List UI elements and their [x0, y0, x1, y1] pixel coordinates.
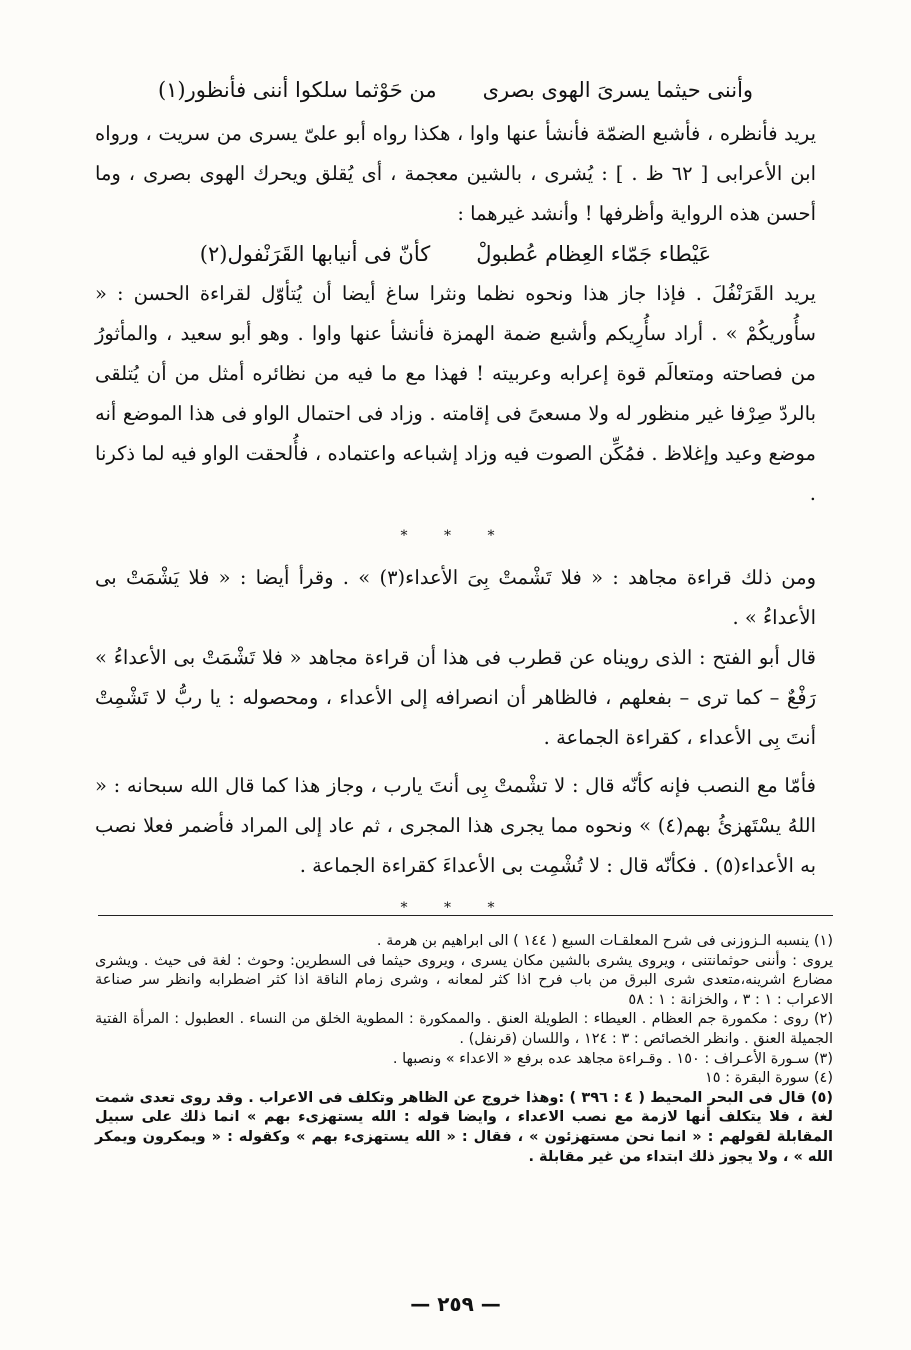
- footnote-5: (٥) قال فى البحر المحيط ( ٤ : ٣٩٦ ) :وهذا خروج عن الظاهر وتكلف فى الاعراب . وقد روى تعدى شمت لغة ، فلا يتكلف أنها لازمة مع نصب الاعداء ، وايضا قوله : الله يستهزىء بهم » انما ذلك على سبيل المقابلة لقولهم : « انما نحن مستهزئون » ، فقال : « الله يستهزىء بهم » وكقوله : « ويمكرون ويمكر الله » ، ولا يجوز ذلك ابتداء من غير مقابلة .: [95, 1089, 833, 1165]
- paragraph-5: فأمّا مع النصب فإنه كأنّه قال : لا تشْمتْ بِى أنتَ يارب ، وجاز هذا كما قال الله سبحانه : « اللهُ يسْتَهزئُ بهم(٤) » ونحوه مما يجرى هذا المجرى ، ثم عاد إلى المراد فأضمر فعلا نصب به الأعداء(٥) . فكأنّه قال : لا تُشْمِت بى الأعداءَ كقراءة الجماعة .: [95, 774, 817, 877]
- footnote-1: (١) ينسبه الـزوزنى فى شرح المعلقـات السبع ( ١٤٤ ) الى ابراهيم بن هرمة .: [376, 933, 833, 949]
- verse-hemistich-right: عَيْطاء جَمّاء العِظام عُطبولْ: [476, 242, 712, 266]
- paragraph-3: ومن ذلك قراءة مجاهد : « فلا تَشْمتْ بِىَ الأعداء(٣) » . وقرأ أيضا : « فلا يَشْمَتْ بى الأعداءُ » .: [95, 566, 816, 629]
- footnote-2: (٢) روى : مكمورة جم العظام . العيطاء : الطويلة العنق . والممكورة : المطوية الخلق من النساء . العطبول : المرأة الفتية الجميلة العنق . وانظر الخصائص : ٣ : ١٢٤ ، واللسان (قرنفل) .: [95, 1011, 833, 1047]
- paragraph-1: يريد فأنظره ، فأشبع الضمّة فأنشأ عنها واوا ، هكذا رواه أبو علىّ يسرى من سريت ، ورواه ابن الأعرابى [ ٦٢ ظ . ] : يُشرى ، بالشين معجمة ، أى يُقلق ويحرك الهوى بصرى ، وما أحسن هذه الرواية وأظرفها ! وأنشد غيرهما :: [95, 122, 816, 225]
- footnotes: [95, 932, 833, 1167]
- verse-line-2: [95, 234, 816, 274]
- footnote-3: (٣) سـورة الأعـراف : ١٥٠ . وقـراءة مجاهد عده برفع « الاعداء » ونصبها .: [392, 1050, 833, 1067]
- footnote-divider: [98, 915, 833, 916]
- verse-line-1: [95, 70, 816, 110]
- verse-hemistich-left: من حَوْثما سلكوا أننى فأنظور(١): [157, 78, 437, 102]
- paragraph-2: يريد القَرَنْفُلَ . فإذا جاز هذا ونحوه نظما ونثرا ساغ أيضا أن يُتأوّل لقراءة الحسن : « سأُوريكُمْ » . أراد سأُرِيكم وأشبع ضمة الهمزة فأنشأ عنها واوا . وهو أبو سعيد ، والمأثورُ من فصاحته ومتعالَم قوة إعرابه وعربيته ! فهذا مع ما فيه من نظائره أمثل من أن يُتلقى بالردّ صِرْفا غير منظور له ولا مسعىً فى إقامته . وزاد فى احتمال الواو فى هذا الموضع أنه موضع وعيد وإغلاظ . فمُكِّن الصوت فيه وزاد إشباعه واعتماده ، فأُلحقت الواو فيه لما ذكرنا .: [95, 282, 816, 505]
- footnote-1-cont: يروى : وأننى حوثمانتنى ، ويروى يشرى بالشين مكان يسرى ، ويروى حيثما فى السطرين: وحوث : لغة فى حيث . ويشرى مضارع اشرينه،متعدى شرى البرق من باب فرح اذا كثر لمعانه ، وشرى زمام الناقة اذا كثر اضطرابه وانظر سر صناعة الاعراب : ١ : ٣ ، والخزانة : ١ : ٥٨: [95, 952, 833, 1008]
- verse-hemistich-right: وأننى حيثما يسرىَ الهوى بصرى: [482, 78, 754, 102]
- section-separator: * * *: [400, 900, 511, 916]
- page-number: — ٢٥٩ —: [410, 1292, 501, 1316]
- section-separator: * * *: [400, 528, 511, 544]
- paragraph-4: قال أبو الفتح : الذى رويناه عن قطرب فى هذا أن قراءة مجاهد « فلا تَشْمَتْ بى الأعداءُ » رَفْعٌ – كما ترى – بفعلهم ، فالظاهر أن انصرافه إلى الأعداء ، ومحصوله : يا ربُّ لا تَشْمِتْ أنتَ بِى الأعداء ، كقراءة الجماعة .: [95, 646, 816, 749]
- verse-hemistich-left: كأنّ فى أنيابها القَرَنْفول(٢): [199, 242, 431, 266]
- footnote-4: (٤) سورة البقرة : ١٥: [704, 1070, 833, 1087]
